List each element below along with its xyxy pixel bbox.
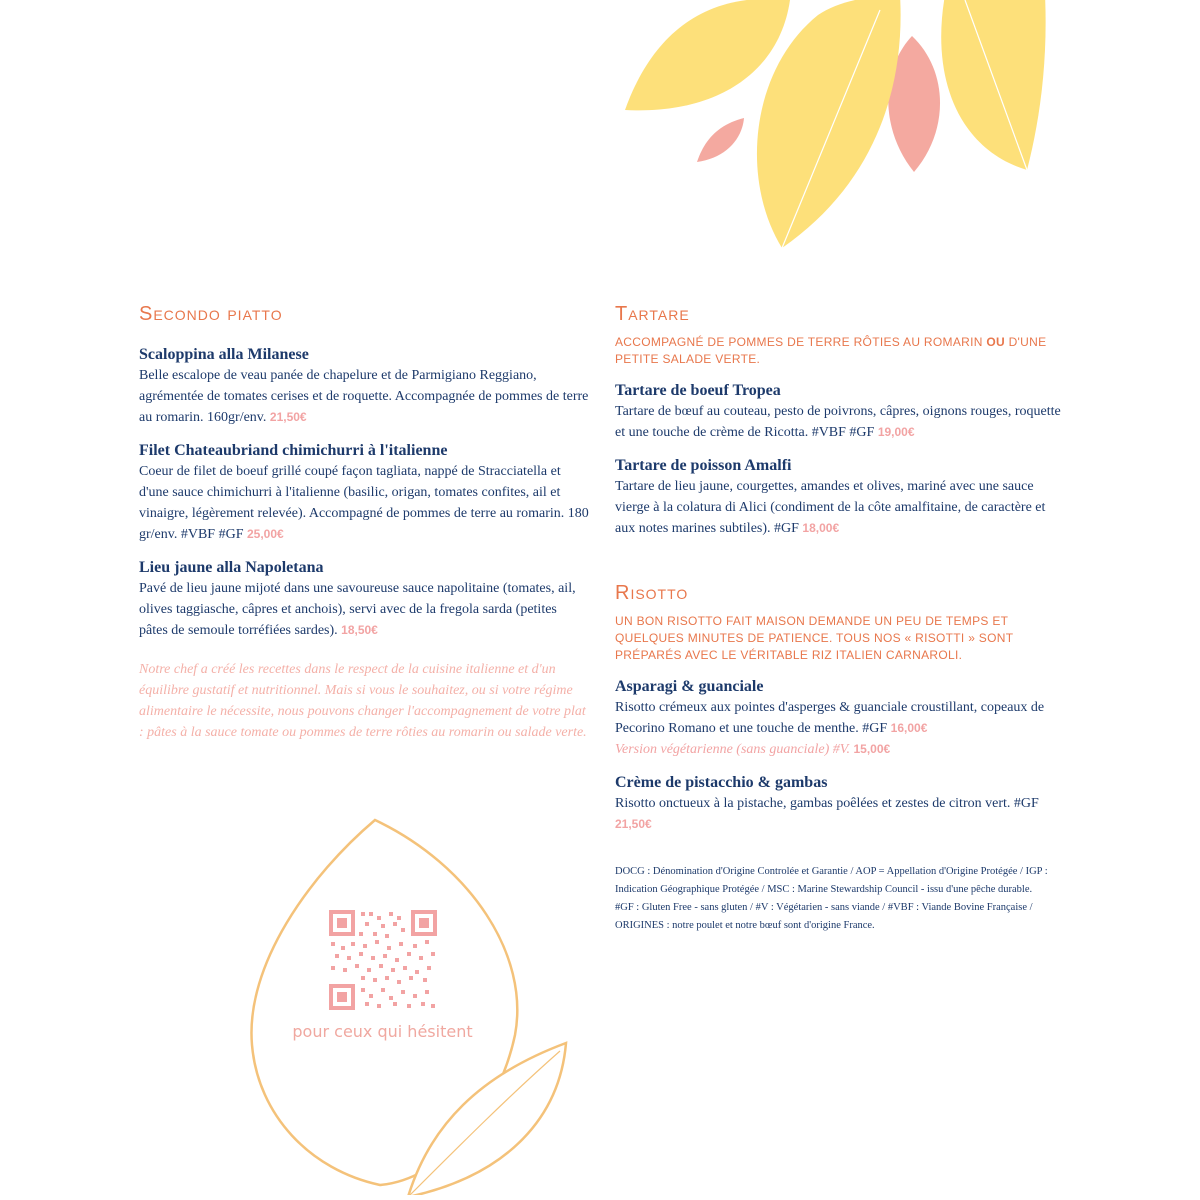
section-subtitle-risotto: UN BON RISOTTO FAIT MAISON DEMANDE UN PEU DE TEMPS ET QUELQUES MINUTES DE PATIENCE. TOUS NOS « RISOTTI » SONT PRÉPARÉS AVEC LE VÉRITABLE RIZ ITALIEN CARNAROLI.: [615, 614, 1014, 662]
dish-description: Coeur de filet de boeuf grillé coupé façon tagliata, nappé de Stracciatella et d'une sauce chimichurri à l'italienne (basilic, origan, tomates confites, ail et vinaigre, légèrement relevée). Accompagné de pommes de terre au romarin. 180 gr/env. #VBF #GF 25,00€: [139, 464, 589, 542]
dish-price: 15,00€: [853, 742, 891, 756]
section-title-secondo: Secondo piatto: [139, 303, 283, 325]
section-title-tartare: Tartare: [615, 303, 690, 325]
dish-description: Pavé de lieu jaune mijoté dans une savoureuse sauce napolitaine (tomates, ail, olives taggiasche, câpres et anchois), servi avec de la fregola sarda (petites pâtes de semoule torréfiées sardes). 18,50€: [139, 581, 576, 638]
dish-description: Tartare de bœuf au couteau, pesto de poivrons, câpres, oignons rouges, roquette et une touche de crème de Ricotta. #VBF #GF 19,00€: [615, 404, 1061, 440]
left-column: [139, 300, 589, 743]
dish-item: [139, 440, 589, 545]
top-leaves-decoration: [0, 0, 1200, 260]
footnotes: [615, 863, 1060, 935]
dish-price: 18,50€: [341, 623, 378, 637]
dish-description: Belle escalope de veau panée de chapelure et de Parmigiano Reggiano, agrémentée de tomates cerises et de roquette. Accompagnée de pommes de terre au romarin. 160gr/env. 21,50€: [139, 368, 589, 425]
dish-price: 21,50€: [269, 410, 307, 424]
dish-item: [615, 772, 1065, 835]
risotto-section: [615, 579, 1065, 835]
section-subtitle-tartare: ACCOMPAGNÉ DE POMMES DE TERRE RÔTIES AU ROMARIN OU D'UNE PETITE SALADE VERTE.: [615, 335, 1047, 366]
dish-name: Tartare de poisson Amalfi: [615, 457, 792, 474]
footnote-line: #GF : Gluten Free - sans gluten / #V : Végétarien - sans viande / #VBF : Viande Bovine Française / ORIGINES : notre poulet et notre bœuf sont d'origine France.: [615, 902, 1033, 931]
dish-item: [139, 344, 589, 428]
section-title-risotto: Risotto: [615, 582, 689, 604]
dish-name: Crème de pistacchio & gambas: [615, 774, 828, 791]
dish-price: 25,00€: [247, 527, 284, 541]
qr-caption: pour ceux qui hésitent: [292, 1022, 473, 1041]
dish-name: Lieu jaune alla Napoletana: [139, 559, 324, 576]
dish-description: Risotto crémeux aux pointes d'asperges & guanciale croustillant, copeaux de Pecorino Romano et une touche de menthe. #GF 16,00€: [615, 700, 1045, 736]
dish-item: [615, 380, 1065, 443]
dish-price: 21,50€: [615, 817, 652, 831]
chef-note: Notre chef a créé les recettes dans le respect de la cuisine italienne et d'un équilibre gustatif et nutritionnel. Mais si vous le souhaitez, ou si votre régime alimentaire le nécessite, nous pouvons changer l'accompagnement de votre plat : pâtes à la sauce tomate ou pommes de terre rôties au romarin ou salade verte.: [139, 662, 587, 740]
dish-price: 16,00€: [890, 721, 928, 735]
vegetarian-option: Version végétarienne (sans guanciale) #V. 15,00€: [615, 742, 891, 757]
dish-description: Tartare de lieu jaune, courgettes, amandes et olives, mariné avec une sauce vierge à la colatura di Alici (condiment de la côte amalfitaine, de caractère et aux notes marines subtiles). #GF 18,00€: [615, 479, 1046, 536]
dish-description: Risotto onctueux à la pistache, gambas poêlées et zestes de citron vert. #GF 21,50€: [615, 796, 1039, 831]
dish-item: [139, 557, 589, 641]
dish-price: 18,00€: [802, 521, 840, 535]
dish-price: 19,00€: [877, 425, 915, 439]
dish-name: Filet Chateaubriand chimichurri à l'italienne: [139, 442, 448, 459]
right-column: [615, 300, 1065, 935]
dish-name: Scaloppina alla Milanese: [139, 346, 309, 363]
dish-name: Tartare de boeuf Tropea: [615, 382, 781, 399]
footnote-line: DOCG : Dénomination d'Origine Controlée et Garantie / AOP = Appellation d'Origine Protégée / IGP : Indication Géographique Protégée / MSC : Marine Stewardship Council - issu d'une pêche durable.: [615, 866, 1048, 895]
dish-item: [615, 676, 1065, 760]
dish-item: [615, 455, 1065, 539]
dish-name: Asparagi & guanciale: [615, 678, 764, 695]
qr-code[interactable]: [329, 910, 437, 1010]
